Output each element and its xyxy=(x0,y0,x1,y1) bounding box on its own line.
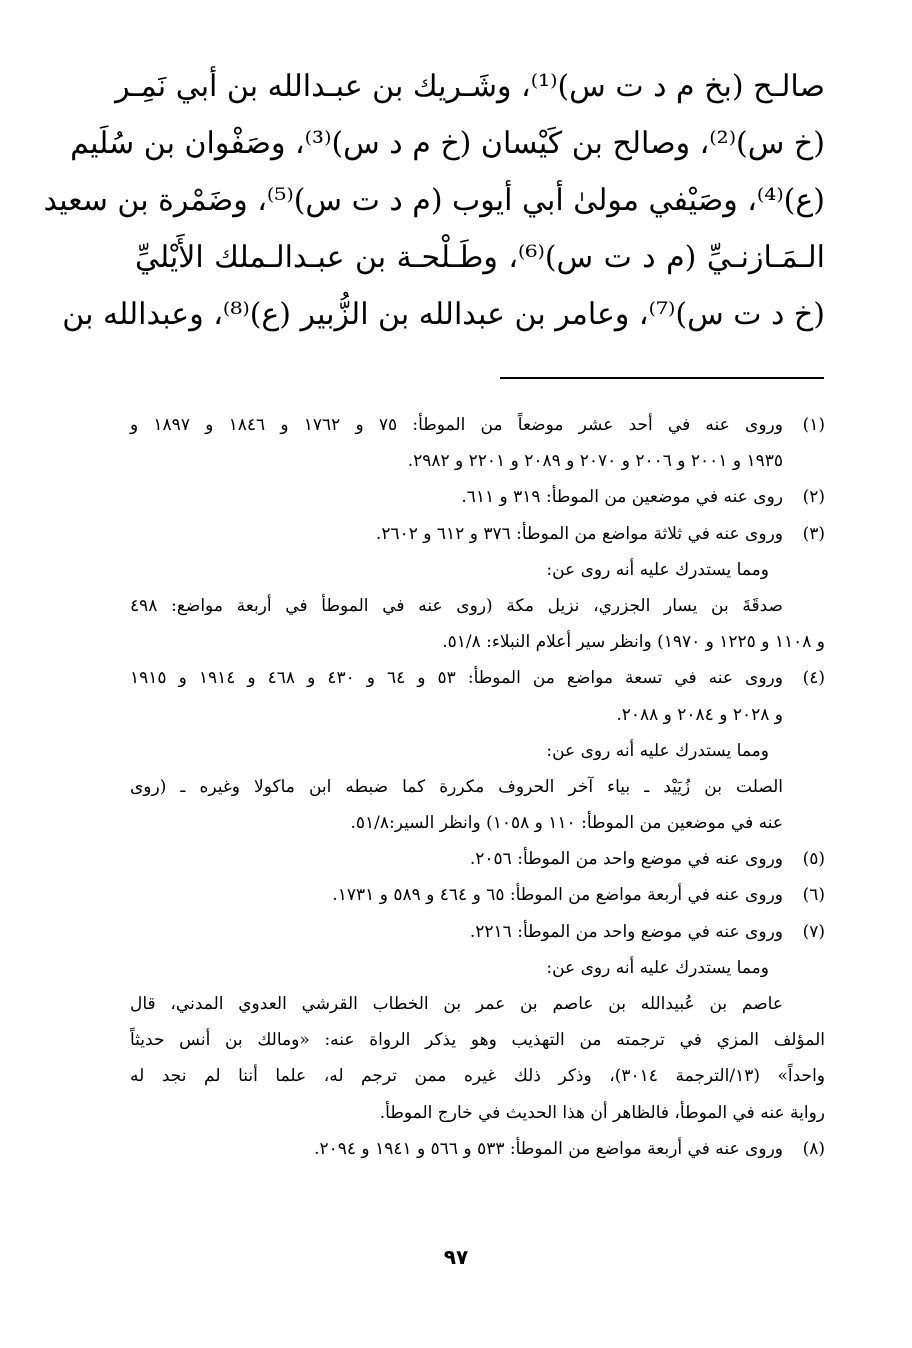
footnote-text: صدقَةَ بن يسار الجزري، نزيل مكة (روى عنه في الموطأ في أربعة مواضع: ٤٩٨ xyxy=(130,595,783,616)
footnote-number: (٦) xyxy=(802,885,825,906)
footnote-line xyxy=(130,950,825,986)
main-text-line: صالـح (بخ م د ت س)⁽¹⁾، وشَـريك بن عبـدالله بن أبي نَمِـر xyxy=(115,69,825,104)
footnote-line xyxy=(130,986,825,1022)
footnote-line xyxy=(130,443,825,479)
main-text-line: (خ د ت س)⁽⁷⁾، وعامر بن عبدالله بن الزُّبير (ع)⁽⁸⁾، وعبدالله بن xyxy=(62,297,825,332)
footnote-number: (٢) xyxy=(802,487,825,508)
footnote-text: وروى عنه في تسعة مواضع من الموطأ: ٥٣ و ٦٤ و ٤٣٠ و ٤٦٨ و ١٩١٤ و ١٩١٥ xyxy=(130,668,783,689)
footnote-text: و ٢٠٢٨ و ٢٠٨٤ و ٢٠٨٨. xyxy=(616,704,783,725)
footnote-line xyxy=(130,624,825,660)
footnote-line xyxy=(130,1022,825,1058)
footnote-line xyxy=(130,914,825,950)
footnotes xyxy=(130,407,825,1167)
footnote-number: (٨) xyxy=(802,1138,825,1159)
footnote-line xyxy=(130,805,825,841)
footnote-text: المؤلف المزي في ترجمته من التهذيب وهو يذكر الرواة عنه: «ومالك بن أنس حديثاً xyxy=(130,1030,825,1051)
footnote-text: وروى عنه في ثلاثة مواضع من الموطأ: ٣٧٦ و ٦١٢ و ٢٦٠٢. xyxy=(375,523,783,544)
footnote-text: وروى عنه في أحد عشر موضعاً من الموطأ: ٧٥ و ١٧٦٢ و ١٨٤٦ و ١٨٩٧ و xyxy=(130,415,783,435)
footnote-text: واحداً» (١٣/الترجمة ٣٠١٤)، وذكر ذلك غيره ممن ترجم له، علما أننا لم نجد له xyxy=(130,1066,826,1087)
footnote-line xyxy=(130,841,825,877)
footnote-text: عنه في موضعين من الموطأ: ١١٠ و ١٠٥٨) وانظر السير:٥١/٨. xyxy=(350,813,783,834)
main-text-line: (ع)⁽⁴⁾، وصَيْفي مولىٰ أبي أيوب (م د ت س)⁽⁵⁾، وضَمْرة بن سعيد xyxy=(43,183,825,218)
footnote-separator xyxy=(500,377,824,379)
footnote-text: وروى عنه في أربعة مواضع من الموطأ: ٥٣٣ و ٥٦٦ و ١٩٤١ و ٢٠٩٤. xyxy=(314,1138,783,1159)
footnote-text: ومما يستدرك عليه أنه روى عن: xyxy=(546,957,769,978)
footnote-text: روى عنه في موضعين من الموطأ: ٣١٩ و ٦١١. xyxy=(461,487,783,508)
footnote-line xyxy=(130,1095,825,1131)
footnote-line xyxy=(130,552,825,588)
footnote-text: عاصم بن عُبيدالله بن عاصم بن عمر بن الخطاب القرشي العدوي المدني، قال xyxy=(130,994,783,1014)
footnote-line xyxy=(130,407,825,443)
footnote-text: رواية عنه في الموطأ، فالظاهر أن هذا الحديث في خارج الموطأ. xyxy=(379,1102,825,1123)
footnote-text: الصلت بن زُيَيْد ـ بياء آخر الحروف مكررة كما ضبطه ابن ماكولا وغيره ـ (روى xyxy=(130,776,783,797)
footnote-line xyxy=(130,479,825,515)
footnote-line xyxy=(130,877,825,913)
footnote-line xyxy=(130,1058,825,1094)
footnote-text: وروى عنه في أربعة مواضع من الموطأ: ٦٥ و ٤٦٤ و ٥٨٩ و ١٧٣١. xyxy=(332,885,783,906)
footnote-number: (٧) xyxy=(802,921,825,942)
main-text-line: (خ س)⁽²⁾، وصالح بن كَيْسان (خ م د س)⁽³⁾، وصَفْوان بن سُلَيم xyxy=(70,126,825,161)
footnote-text: و ١١٠٨ و ١٢٢٥ و ١٩٧٠) وانظر سير أعلام النبلاء: ٥١/٨. xyxy=(442,632,825,653)
main-text xyxy=(43,58,826,343)
footnote-text: ١٩٣٥ و ٢٠٠١ و ٢٠٠٦ و ٢٠٧٠ و ٢٠٨٩ و ٢٢٠١ و ٢٩٨٢. xyxy=(407,451,783,472)
footnote-number: (٤) xyxy=(802,668,825,689)
main-text-line: الـمَـازنـيِّ (م د ت س)⁽⁶⁾، وطَـلْحـة بن عبـدالـملك الأَيْليِّ xyxy=(135,240,826,275)
footnote-line xyxy=(130,769,825,805)
footnote-line xyxy=(130,588,825,624)
footnote-number: (٣) xyxy=(802,523,825,544)
footnote-line xyxy=(130,516,825,552)
page-number: ٩٧ xyxy=(443,1245,469,1269)
footnote-text: وروى عنه في موضع واحد من الموطأ: ٢٢١٦. xyxy=(469,921,783,942)
footnote-text: ومما يستدرك عليه أنه روى عن: xyxy=(546,740,769,761)
footnote-text: ومما يستدرك عليه أنه روى عن: xyxy=(546,559,769,580)
footnote-line xyxy=(130,733,825,769)
footnote-text: وروى عنه في موضع واحد من الموطأ: ٢٠٥٦. xyxy=(469,849,783,870)
footnote-line xyxy=(130,697,825,733)
footnote-line xyxy=(130,660,825,696)
footnote-number: (٥) xyxy=(802,849,825,870)
footnote-line xyxy=(130,1131,825,1167)
footnote-number: (١) xyxy=(802,415,825,435)
